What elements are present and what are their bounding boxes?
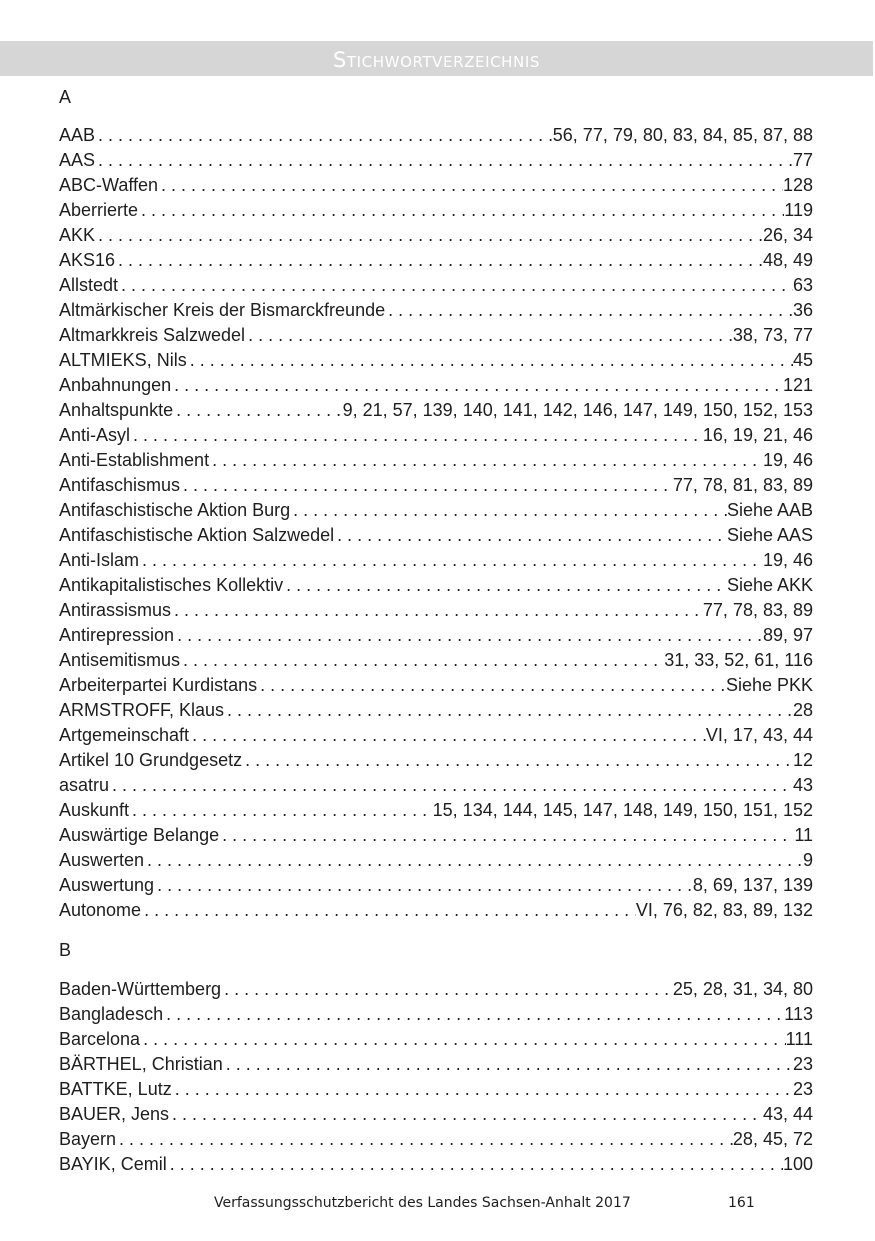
section-letter-b: B xyxy=(59,940,72,960)
index-term: AKS16 xyxy=(59,250,116,270)
index-term: Auskunft xyxy=(59,800,130,820)
dot-leader xyxy=(118,273,793,298)
index-pages: 25, 28, 31, 34, 80 xyxy=(672,979,813,999)
index-entry xyxy=(59,798,813,823)
index-entry xyxy=(59,823,813,848)
index-pages: 56, 77, 79, 80, 83, 84, 85, 87, 88 xyxy=(552,125,813,145)
dot-leader xyxy=(290,498,727,523)
index-term: Altmärkischer Kreis der Bismarckfreunde xyxy=(59,300,386,320)
index-pages: 16, 19, 21, 46 xyxy=(702,425,813,445)
index-term: Anti-Asyl xyxy=(59,425,131,445)
index-pages: 45 xyxy=(792,350,813,370)
page-footer xyxy=(0,1195,875,1217)
index-term: Anti-Establishment xyxy=(59,450,210,470)
index-list-b xyxy=(59,977,813,1177)
index-pages: 19, 46 xyxy=(762,550,813,570)
page-title: Stichwortverzeichnis xyxy=(332,48,541,72)
index-pages: 48, 49 xyxy=(762,250,813,270)
index-entry xyxy=(59,473,813,498)
index-entry xyxy=(59,373,813,398)
dot-leader xyxy=(172,1077,793,1102)
index-pages: VI, 76, 82, 83, 89, 132 xyxy=(635,900,813,920)
dot-leader xyxy=(174,623,763,648)
index-pages: 77, 78, 81, 83, 89 xyxy=(672,475,813,495)
index-pages: 9, 21, 57, 139, 140, 141, 142, 146, 147, 149, 150, 152, 153 xyxy=(342,400,813,420)
index-term: ALTMIEKS, Nils xyxy=(59,350,187,370)
index-entry xyxy=(59,723,813,748)
dot-leader xyxy=(171,373,783,398)
index-pages: 77 xyxy=(792,150,813,170)
dot-leader xyxy=(109,773,793,798)
dot-leader xyxy=(180,648,664,673)
index-pages: 111 xyxy=(785,1029,813,1049)
index-term: Auswärtige Belange xyxy=(59,825,220,845)
index-term: Auswerten xyxy=(59,850,145,870)
index-term: ABC-Waffen xyxy=(59,175,159,195)
index-pages: 43, 44 xyxy=(762,1104,813,1124)
dot-leader xyxy=(245,323,733,348)
index-entry xyxy=(59,248,813,273)
index-term: Baden-Württemberg xyxy=(59,979,222,999)
index-pages: 77, 78, 83, 89 xyxy=(702,600,813,620)
index-term: Anti-Islam xyxy=(59,550,140,570)
index-term: Arbeiterpartei Kurdistans xyxy=(59,675,258,695)
index-entry xyxy=(59,123,813,148)
index-term: Autonome xyxy=(59,900,142,920)
index-entry xyxy=(59,1102,813,1127)
index-pages: 19, 46 xyxy=(762,450,813,470)
index-pages: 128 xyxy=(782,175,813,195)
index-entry xyxy=(59,698,813,723)
dot-leader xyxy=(257,673,726,698)
index-entry xyxy=(59,598,813,623)
index-pages: Siehe PKK xyxy=(725,675,813,695)
index-term: AAB xyxy=(59,125,96,145)
index-pages: 23 xyxy=(792,1079,813,1099)
index-pages: 113 xyxy=(784,1004,813,1024)
dot-leader xyxy=(139,548,763,573)
index-entry xyxy=(59,1152,813,1177)
index-term: Anhaltspunkte xyxy=(59,400,174,420)
index-term: Antirepression xyxy=(59,625,175,645)
index-pages: 31, 33, 52, 61, 116 xyxy=(664,650,813,670)
index-term: Antifaschistische Aktion Salzwedel xyxy=(59,525,335,545)
index-pages: 26, 34 xyxy=(762,225,813,245)
index-pages: Siehe AKK xyxy=(726,575,813,595)
index-term: Barcelona xyxy=(59,1029,141,1049)
index-entry xyxy=(59,173,813,198)
index-term: BAYIK, Cemil xyxy=(59,1154,167,1174)
dot-leader xyxy=(224,698,793,723)
index-entry xyxy=(59,673,813,698)
dot-leader xyxy=(95,123,553,148)
dot-leader xyxy=(283,573,727,598)
dot-leader xyxy=(115,248,763,273)
dot-leader xyxy=(219,823,794,848)
index-entry xyxy=(59,898,813,923)
dot-leader xyxy=(138,198,784,223)
index-pages: Siehe AAB xyxy=(726,500,813,520)
index-entry xyxy=(59,848,813,873)
index-pages: 28, 45, 72 xyxy=(732,1129,813,1149)
dot-leader xyxy=(158,173,783,198)
index-entry xyxy=(59,648,813,673)
index-entry xyxy=(59,498,813,523)
index-pages: 9 xyxy=(802,850,813,870)
index-pages: 100 xyxy=(782,1154,813,1174)
index-term: Aberrierte xyxy=(59,200,139,220)
index-pages: 28 xyxy=(792,700,813,720)
dot-leader xyxy=(169,1102,763,1127)
dot-leader xyxy=(141,898,636,923)
dot-leader xyxy=(154,873,693,898)
index-entry xyxy=(59,423,813,448)
index-entry xyxy=(59,448,813,473)
index-entry xyxy=(59,977,813,1002)
index-list-a xyxy=(59,123,813,923)
index-entry xyxy=(59,198,813,223)
index-pages: 119 xyxy=(784,200,813,220)
index-pages: 89, 97 xyxy=(762,625,813,645)
dot-leader xyxy=(129,798,433,823)
index-entry xyxy=(59,148,813,173)
index-pages: 121 xyxy=(782,375,813,395)
dot-leader xyxy=(130,423,703,448)
index-term: Auswertung xyxy=(59,875,155,895)
dot-leader xyxy=(180,473,673,498)
index-entry xyxy=(59,1127,813,1152)
dot-leader xyxy=(167,1152,783,1177)
index-pages: 63 xyxy=(792,275,813,295)
dot-leader xyxy=(221,977,673,1002)
index-entry xyxy=(59,1002,813,1027)
index-entry xyxy=(59,398,813,423)
index-term: Antikapitalistisches Kollektiv xyxy=(59,575,284,595)
index-term: Artikel 10 Grundgesetz xyxy=(59,750,243,770)
index-term: Altmarkkreis Salzwedel xyxy=(59,325,246,345)
index-entry xyxy=(59,573,813,598)
dot-leader xyxy=(189,723,706,748)
index-entry xyxy=(59,223,813,248)
footer-text: Verfassungsschutzbericht des Landes Sachsen-Anhalt 2017 xyxy=(214,1195,631,1211)
dot-leader xyxy=(334,523,727,548)
index-term: Bayern xyxy=(59,1129,117,1149)
index-entry xyxy=(59,1052,813,1077)
index-pages: 43 xyxy=(792,775,813,795)
index-term: Anbahnungen xyxy=(59,375,172,395)
index-term: ARMSTROFF, Klaus xyxy=(59,700,225,720)
dot-leader xyxy=(173,398,343,423)
index-pages: 36 xyxy=(792,300,813,320)
index-entry xyxy=(59,773,813,798)
dot-leader xyxy=(140,1027,786,1052)
dot-leader xyxy=(223,1052,793,1077)
index-entry xyxy=(59,273,813,298)
index-entry xyxy=(59,323,813,348)
index-entry xyxy=(59,523,813,548)
dot-leader xyxy=(116,1127,733,1152)
index-entry xyxy=(59,548,813,573)
index-entry xyxy=(59,873,813,898)
index-pages: 15, 134, 144, 145, 147, 148, 149, 150, 151, 152 xyxy=(432,800,813,820)
dot-leader xyxy=(242,748,793,773)
index-pages: 23 xyxy=(792,1054,813,1074)
index-term: AAS xyxy=(59,150,96,170)
index-term: BATTKE, Lutz xyxy=(59,1079,172,1099)
index-term: Bangladesch xyxy=(59,1004,164,1024)
index-term: Antifaschismus xyxy=(59,475,181,495)
dot-leader xyxy=(95,148,793,173)
index-term: Antisemitismus xyxy=(59,650,181,670)
index-term: BAUER, Jens xyxy=(59,1104,170,1124)
index-term: Antirassismus xyxy=(59,600,172,620)
index-entry xyxy=(59,1027,813,1052)
dot-leader xyxy=(171,598,703,623)
index-term: Artgemeinschaft xyxy=(59,725,190,745)
index-entry xyxy=(59,748,813,773)
index-pages: 8, 69, 137, 139 xyxy=(692,875,813,895)
index-term: AKK xyxy=(59,225,96,245)
dot-leader xyxy=(163,1002,784,1027)
dot-leader xyxy=(209,448,763,473)
page-number: 161 xyxy=(728,1195,755,1211)
index-entry xyxy=(59,623,813,648)
dot-leader xyxy=(95,223,763,248)
dot-leader xyxy=(385,298,793,323)
dot-leader xyxy=(144,848,803,873)
index-term: asatru xyxy=(59,775,110,795)
index-pages: 38, 73, 77 xyxy=(732,325,813,345)
index-header xyxy=(0,41,873,76)
index-term: BÄRTHEL, Christian xyxy=(59,1054,223,1074)
index-entry xyxy=(59,348,813,373)
index-term: Allstedt xyxy=(59,275,119,295)
index-pages: 12 xyxy=(792,750,813,770)
index-pages: VI, 17, 43, 44 xyxy=(705,725,813,745)
index-entry xyxy=(59,1077,813,1102)
index-pages: 11 xyxy=(794,825,813,845)
index-term: Antifaschistische Aktion Burg xyxy=(59,500,291,520)
section-letter-a: A xyxy=(59,87,72,107)
index-pages: Siehe AAS xyxy=(726,525,813,545)
dot-leader xyxy=(187,348,793,373)
index-entry xyxy=(59,298,813,323)
